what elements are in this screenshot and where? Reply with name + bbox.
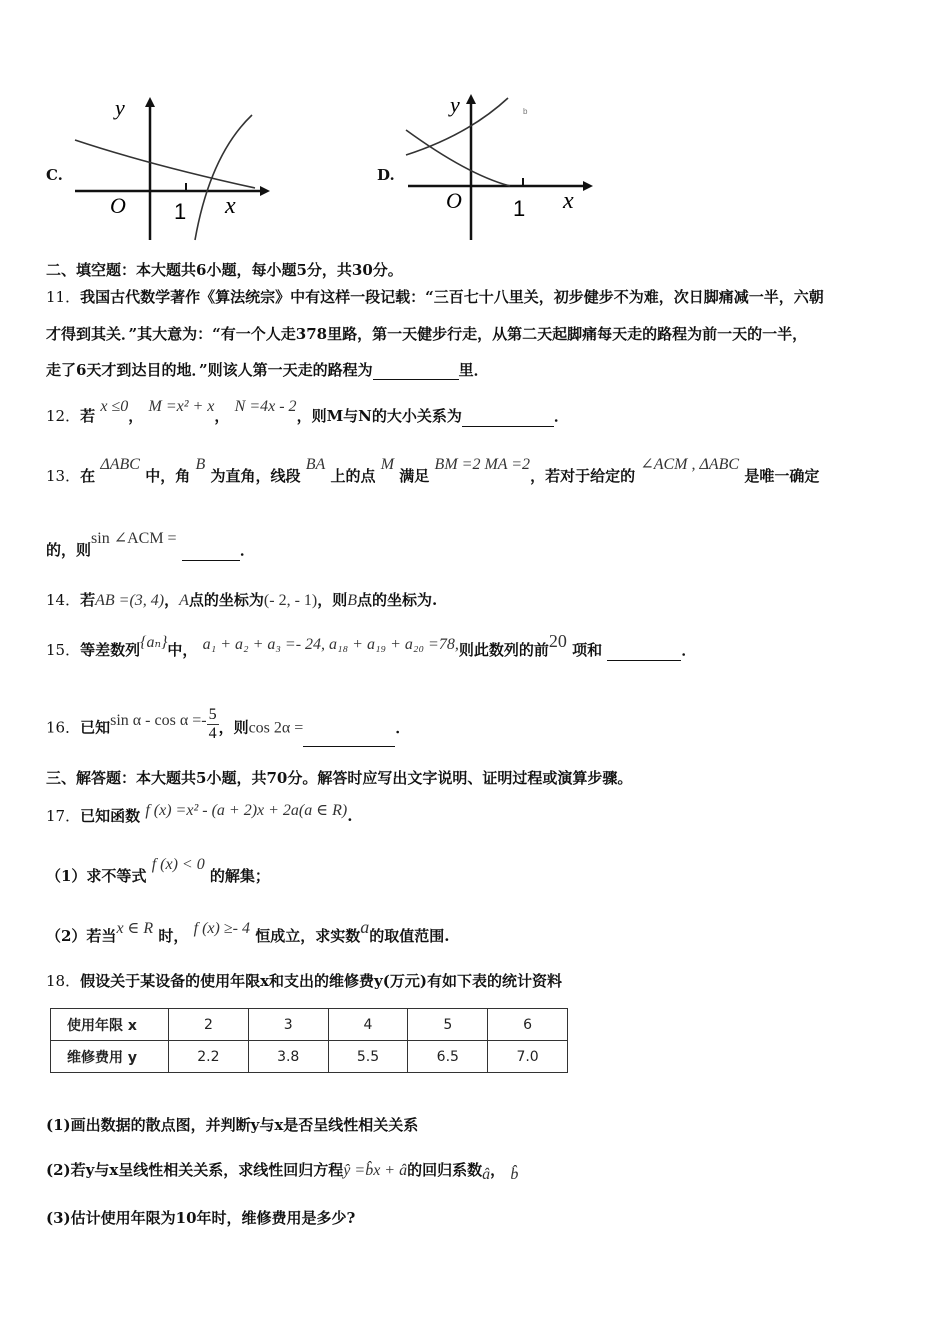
q13-math4: M [380, 456, 395, 473]
q14-math4: B [347, 592, 358, 609]
q13-math6: ∠ACM , ΔABC [640, 456, 740, 473]
q13-text7: 是唯一确定 [744, 467, 820, 485]
q13-text8: 的，则 [46, 541, 92, 559]
q17-text2: . [347, 807, 353, 825]
q16-text1: 已知 [80, 718, 111, 737]
q13-math2: B [195, 456, 206, 473]
table-row [51, 1041, 568, 1073]
table-cell-x: 6 [488, 1009, 568, 1041]
q17-p2-text4: 的取值范围. [369, 927, 450, 945]
table-row [51, 1009, 568, 1041]
q12-math1: x ≤0 [100, 398, 129, 415]
x-axis-label: x [225, 193, 236, 219]
q16-math2: cos 2α = [248, 719, 304, 737]
q12-text3: ， [214, 407, 230, 425]
x-axis-arrow [260, 186, 270, 196]
graph-c [60, 95, 270, 245]
q17-p2-math2: f (x) ≥- 4 [193, 920, 250, 937]
q18-p2-math1: ŷ =b̂x + â [343, 1162, 408, 1179]
table-cell-y: 3.8 [248, 1041, 328, 1073]
q18-number: 18． [46, 972, 81, 990]
q17-number: 17． [46, 807, 81, 825]
y-axis-label: y [115, 95, 125, 120]
q14-number: 14． [46, 591, 81, 609]
q17-p2-text3: 恒成立，求实数 [255, 927, 361, 945]
table-cell-x: 4 [328, 1009, 408, 1041]
q14-text3: 点的坐标为 [188, 591, 264, 609]
y-axis-arrow [145, 97, 155, 107]
q15-math3: 20 [548, 631, 567, 651]
q17-p2-text1: （2）若当 [46, 927, 117, 945]
table-cell-x: 5 [408, 1009, 488, 1041]
q15-number: 15． [46, 641, 81, 659]
table-head-y: 维修费用 y [51, 1041, 169, 1073]
q13-math1: ΔABC [100, 456, 140, 473]
table-cell-x: 2 [169, 1009, 249, 1041]
y-axis-arrow [466, 94, 476, 104]
q18-p2-math3: b̂ [510, 1166, 519, 1183]
q18-p2-text3: ， [490, 1161, 506, 1179]
tick-label: 1 [513, 196, 526, 221]
q14-text1: 若 [80, 591, 96, 609]
q17-p1-math: f (x) < 0 [151, 856, 205, 873]
q16-fraction [207, 706, 219, 743]
table-cell-y: 6.5 [408, 1041, 488, 1073]
q12-number: 12． [46, 407, 81, 425]
q17-p1-text2: 的解集； [209, 867, 270, 885]
tick-label: 1 [174, 199, 187, 224]
q13-text1: 在 [80, 467, 96, 485]
q13-text2: 中，角 [145, 467, 191, 485]
q17-p1-text1: （1）求不等式 [46, 867, 147, 885]
section2-heading: 二、填空题：本大题共6小题，每小题5分，共30分。 [46, 261, 403, 279]
q12-math2: M =x² + x [148, 398, 215, 415]
q16-number: 16． [46, 718, 81, 737]
q17-p2-math1: x ∈ R [116, 920, 154, 937]
q12-text1: 若 [80, 407, 96, 425]
stray-mark: b [523, 107, 528, 116]
q18-part2 [46, 1160, 518, 1181]
q13-text5: 满足 [399, 467, 430, 485]
q11-line1 [46, 287, 824, 307]
q12-math3: N =4x - 2 [234, 398, 297, 415]
q17-p2-math3: a [360, 917, 370, 937]
q16-fraction-denominator: 4 [208, 725, 217, 742]
q16-fraction-numerator: 5 [208, 706, 217, 723]
q13-text3: 为直角，线段 [210, 467, 301, 485]
q11-text3a: 走了6天才到达目的地．”则该人第一天走的路程为 [46, 361, 373, 379]
q13-text6: ，若对于给定的 [530, 467, 636, 485]
q18-p2-text2: 的回归系数 [407, 1161, 483, 1179]
q14-math2: A [179, 592, 189, 609]
q15-text4: 项和 [572, 641, 603, 659]
q14-text2: ， [164, 591, 180, 609]
q18-part3: (3)估计使用年限为10年时，维修费用是多少? [46, 1209, 356, 1227]
x-axis-label: x [563, 188, 574, 214]
q13-line2 [46, 530, 255, 561]
q14-math3: (- 2, - 1) [263, 592, 318, 609]
graph-d [398, 90, 598, 245]
q11-number: 11． [46, 288, 81, 306]
q16-math1: sin α - cos α =- [110, 711, 207, 729]
q15-text3: 则此数列的前 [458, 641, 549, 659]
q13-math7: sin ∠ACM = [91, 530, 177, 547]
q12-answer-blank[interactable] [462, 410, 554, 427]
q17-math1: f (x) =x² - (a + 2)x + 2a(a ∈ R) [145, 802, 348, 819]
q14-text5: 点的坐标为. [357, 591, 438, 609]
q12-text5: ． [553, 407, 569, 425]
x-axis-arrow [583, 181, 593, 191]
q12-text2: ， [128, 407, 144, 425]
option-c-label: C. [46, 166, 63, 184]
q18-p2-math2: â [482, 1166, 491, 1183]
q13-text4: 上的点 [330, 467, 376, 485]
q11-line3 [46, 360, 489, 380]
q15-line [46, 631, 697, 661]
q16-line [46, 706, 411, 747]
q18-line [46, 971, 562, 991]
q15-math2: a₁ + a₂ + a₃ =- 24, a₁₈ + a₁₉ + a₂₀ =78, [202, 636, 459, 653]
q11-text1: 我国古代数学著作《算法统宗》中有这样一段记载：“三百七十八里关，初步健步不为难，次日脚痛减一半，六朝 [80, 288, 824, 306]
section3-heading: 三、解答题：本大题共5小题，共70分。解答时应写出文字说明、证明过程或演算步骤。 [46, 769, 633, 787]
q14-line [46, 590, 437, 611]
q16-answer-blank[interactable] [303, 730, 395, 747]
table-cell-y: 7.0 [488, 1041, 568, 1073]
q15-text2: 中， [167, 641, 198, 659]
q17-line [46, 802, 353, 827]
q13-number: 13． [46, 467, 81, 485]
q16-text2: ，则 [218, 718, 249, 737]
q14-math1: AB =(3, 4) [95, 592, 165, 609]
q14-text4: ，则 [317, 591, 348, 609]
q17-text1: 已知函数 [80, 807, 141, 825]
q13-text9: ． [239, 541, 255, 559]
q18-p2-text1: (2)若y与x呈线性相关关系，求线性回归方程 [46, 1161, 344, 1179]
q17-part2 [46, 917, 450, 947]
q15-math1: {aₙ} [140, 634, 168, 651]
q18-part1: (1)画出数据的散点图，并判断y与x是否呈线性相关关系 [46, 1116, 419, 1134]
q17-part1 [46, 856, 270, 887]
q13-line1 [46, 456, 820, 487]
q15-text1: 等差数列 [80, 641, 141, 659]
table-cell-y: 2.2 [169, 1041, 249, 1073]
q13-math5: BM =2 MA =2 [434, 456, 531, 473]
option-d-label: D. [377, 166, 395, 184]
q15-text5: ． [681, 641, 697, 659]
q11-line2: 才得到其关．”其大意为：“有一个人走378里路，第一天健步行走，从第二天起脚痛每天走的路程为前一天的一半， [46, 325, 808, 343]
table-cell-x: 3 [248, 1009, 328, 1041]
table-head-x: 使用年限 x [51, 1009, 169, 1041]
q12-text4: ，则M与N的大小关系为 [296, 407, 462, 425]
q16-text3: ． [395, 718, 411, 737]
origin-label: O [110, 193, 126, 218]
q17-p2-text2: 时， [158, 927, 189, 945]
q11-answer-blank[interactable] [373, 363, 459, 380]
q18-data-table [50, 1008, 568, 1073]
table-cell-y: 5.5 [328, 1041, 408, 1073]
y-axis-label: y [450, 92, 460, 117]
q13-math3: BA [305, 456, 326, 473]
q18-text: 假设关于某设备的使用年限x和支出的维修费y(万元)有如下表的统计资料 [80, 972, 562, 990]
origin-label: O [446, 188, 462, 213]
q15-answer-blank[interactable] [607, 644, 681, 661]
decreasing-curve [75, 140, 255, 188]
q12-line [46, 398, 569, 427]
decreasing-curve [406, 130, 510, 186]
q11-text3b: 里． [458, 361, 489, 379]
increasing-curve [195, 115, 252, 240]
q13-answer-blank[interactable] [182, 544, 240, 561]
